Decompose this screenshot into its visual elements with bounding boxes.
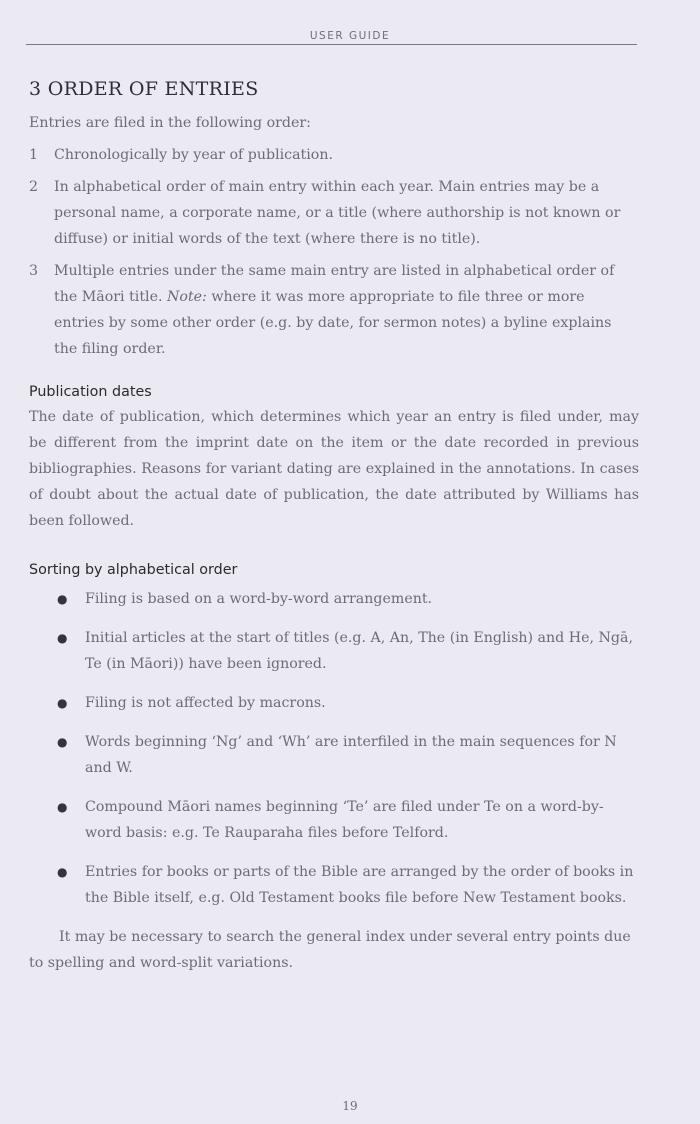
- item-text: Chronologically by year of publication.: [54, 147, 333, 163]
- item-number: 2: [29, 179, 39, 195]
- item-text-part-a: Multiple entries under the same main entry are listed in alphabetical order of the Māori title.: [54, 263, 615, 305]
- page-number: 19: [342, 1099, 358, 1113]
- sorting-heading: Sorting by alphabetical order: [29, 562, 238, 578]
- list-item: ● Words beginning ‘Ng’ and ‘Wh’ are interfiled in the main sequences for N and W.: [57, 729, 639, 781]
- closing-paragraph: It may be necessary to search the general index under several entry points due to spelling and word-split variations.: [29, 929, 631, 971]
- publication-dates-section: [29, 384, 639, 534]
- bullet-icon: ●: [57, 865, 68, 879]
- bullet-icon: ●: [57, 800, 68, 814]
- note-label: Note:: [167, 289, 207, 305]
- section-title: 3 ORDER OF ENTRIES: [29, 78, 259, 100]
- numbered-item-2: [29, 174, 639, 252]
- publication-dates-heading: Publication dates: [29, 384, 152, 400]
- bullet-icon: ●: [57, 631, 68, 645]
- bullet-icon: ●: [57, 735, 68, 749]
- list-item: ● Entries for books or parts of the Bible are arranged by the order of books in the Bible itself, e.g. Old Testament books file before New Testament books.: [57, 859, 639, 911]
- bullet-icon: ●: [57, 696, 68, 710]
- sorting-section: [29, 562, 639, 976]
- section-intro: Entries are filed in the following order:: [29, 115, 311, 131]
- list-item: ● Filing is based on a word-by-word arrangement.: [57, 586, 639, 612]
- bullet-icon: ●: [57, 592, 68, 606]
- page-content: [29, 78, 639, 976]
- header-rule: [26, 44, 637, 45]
- item-text-part-b: where it was more appropriate to file three or more entries by some other order (e.g. by date, for sermon notes) a byline explains the filing order.: [54, 289, 612, 357]
- list-item: ● Compound Māori names beginning ‘Te’ are filed under Te on a word-by-word basis: e.g. Te Rauparaha files before Telford.: [57, 794, 639, 846]
- sorting-list: [29, 586, 639, 911]
- item-number: 1: [29, 147, 39, 163]
- numbered-item-3: [29, 258, 639, 362]
- item-number: 3: [29, 263, 39, 279]
- numbered-item-1: [29, 142, 639, 168]
- running-head: USER GUIDE: [309, 30, 391, 42]
- item-text: In alphabetical order of main entry within each year. Main entries may be a personal name, a corporate name, or a title (where authorship is not known or diffuse) or initial words of the text (where there is no title).: [54, 179, 621, 247]
- list-item: ● Initial articles at the start of titles (e.g. A, An, The (in English) and He, Ngā, Te (in Māori)) have been ignored.: [57, 625, 639, 677]
- list-item: ● Filing is not affected by macrons.: [57, 690, 639, 716]
- item-text: [54, 258, 639, 362]
- publication-dates-body: The date of publication, which determines which year an entry is filed under, may be different from the imprint date on the item or the date recorded in previous bibliographies. Reasons for variant dating are explained in the annotations. In cases of doubt about the actual date of publication, the date attributed by Williams has been followed.: [29, 409, 639, 529]
